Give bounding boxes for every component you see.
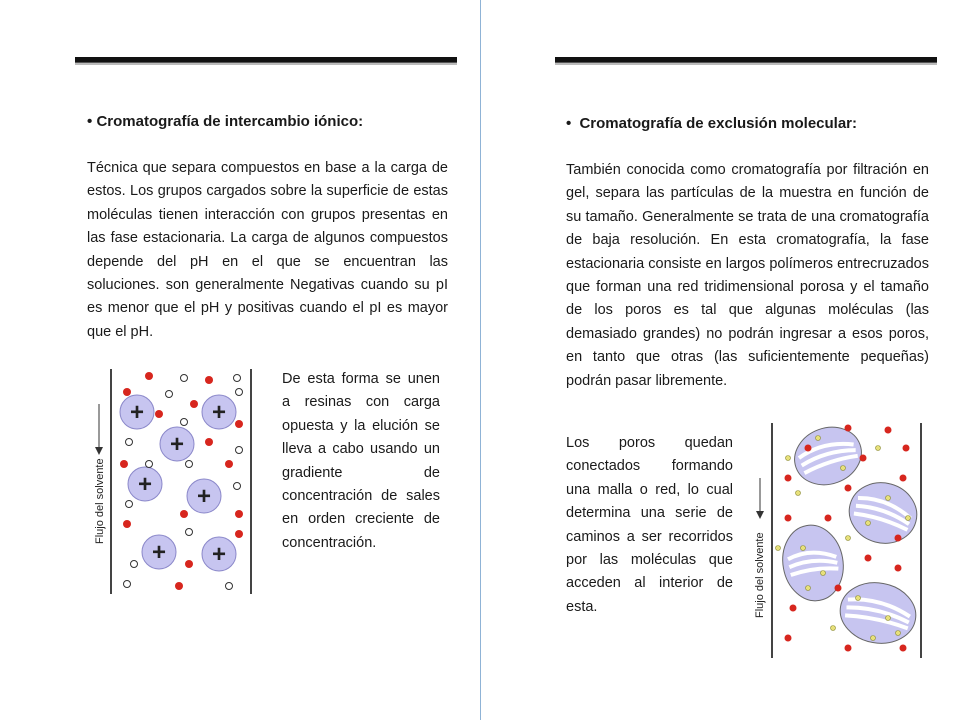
large-molecule (785, 635, 792, 642)
small-molecule (876, 446, 881, 451)
large-molecule (845, 425, 852, 432)
bead-charge: + (211, 399, 227, 426)
anion-dot (186, 529, 193, 536)
ion-exchange-figure (89, 364, 259, 599)
left-side-text: De esta forma se unen a resinas con carga opuesta y la elución se lleva a cabo usando un gradiente de concentración de sales en orden creciente de concentración. (282, 371, 440, 551)
column-divider (480, 0, 481, 720)
size-exclusion-figure (748, 418, 933, 663)
small-molecule (786, 456, 791, 461)
bullet: • (87, 113, 93, 130)
large-molecule (825, 515, 832, 522)
small-molecule (801, 546, 806, 551)
anion-dot (234, 375, 241, 382)
small-molecule (816, 436, 821, 441)
cation-dot (235, 510, 243, 518)
anion-dot (131, 561, 138, 568)
large-molecule (845, 645, 852, 652)
cation-dot (190, 400, 198, 408)
anion-dot (126, 439, 133, 446)
anion-dot (236, 447, 243, 454)
left-heading (87, 113, 363, 130)
cation-dot (185, 560, 193, 568)
right-heading-text: Cromatografía de exclusión molecular: (579, 115, 858, 132)
bullet: • (566, 115, 572, 132)
right-side-text: Los poros quedan conectados formando una malla o red, lo cual determina una serie de caminos a ser recorridos por las moléculas que acceden al interior de esta. (566, 435, 733, 615)
cation-dot (180, 510, 188, 518)
anion-dot (234, 483, 241, 490)
large-molecule (835, 585, 842, 592)
cation-dot (205, 438, 213, 446)
large-molecule (845, 485, 852, 492)
anion-dot (236, 389, 243, 396)
large-molecule (805, 445, 812, 452)
small-molecule (806, 586, 811, 591)
large-molecule (785, 515, 792, 522)
right-top-rule (555, 57, 937, 63)
anion-dot (226, 583, 233, 590)
anion-dot (186, 461, 193, 468)
cation-dot (123, 388, 131, 396)
cation-dot (235, 420, 243, 428)
anion-dot (124, 581, 131, 588)
large-molecule (895, 565, 902, 572)
small-molecule (896, 631, 901, 636)
anion-dot (181, 375, 188, 382)
large-molecule (885, 427, 892, 434)
large-molecule (785, 475, 792, 482)
bead-charge: + (129, 399, 145, 426)
small-molecule (821, 571, 826, 576)
small-molecule (776, 546, 781, 551)
large-molecule (900, 475, 907, 482)
cation-dot (155, 410, 163, 418)
left-top-rule (75, 57, 457, 63)
right-paragraph: También conocida como cromatografía por filtración en gel, separa las partículas de la muestra en función de su tamaño. Generalmente se trata de una cromatografía de baja resolución. En esta cromatografía, la fase estacionaria consiste en largos polímeros entrecruzados que forman una red tridimensional porosa y el tamaño de los poros es tal que algunas moléculas (las demasiado grandes) no podrán ingresar a esos poros, en tanto que otras (las suficientemente pequeñas) podrán pasar libremente. (566, 162, 929, 389)
left-heading-text: Cromatografía de intercambio iónico: (96, 113, 364, 130)
small-molecule (846, 536, 851, 541)
cation-dot (120, 460, 128, 468)
cation-dot (175, 582, 183, 590)
right-heading (566, 115, 857, 132)
anion-dot (166, 391, 173, 398)
large-molecule (895, 535, 902, 542)
large-molecule (903, 445, 910, 452)
sec-figure-label: Flujo del solvente (754, 532, 766, 618)
cation-dot (205, 376, 213, 384)
small-molecule (886, 616, 891, 621)
small-molecule (796, 491, 801, 496)
anion-dot (146, 461, 153, 468)
large-molecule (790, 605, 797, 612)
cation-dot (225, 460, 233, 468)
cation-dot (123, 520, 131, 528)
bead-charge: + (211, 541, 227, 568)
left-paragraph: Técnica que separa compuestos en base a la carga de estos. Los grupos cargados sobre la superficie de estas moléculas tienen interacción con grupos presentas en las fase estacionaria. La carga de algunos compuestos depende del pH en el que se encuentran las soluciones. son generalmente Negativas cuando su pI es menor que el pH y positivas cuando el pI es mayor que el pH. (87, 160, 448, 340)
ion-figure-label: Flujo del solvente (94, 458, 106, 544)
bead-charge: + (196, 483, 212, 510)
small-molecule (841, 466, 846, 471)
cation-dot (145, 372, 153, 380)
small-molecule (856, 596, 861, 601)
small-molecule (906, 516, 911, 521)
small-molecule (871, 636, 876, 641)
bead-charge: + (169, 431, 185, 458)
small-molecule (866, 521, 871, 526)
anion-dot (181, 419, 188, 426)
cation-dot (235, 530, 243, 538)
bead-charge: + (137, 471, 153, 498)
anion-dot (126, 501, 133, 508)
large-molecule (860, 455, 867, 462)
small-molecule (831, 626, 836, 631)
bead-charge: + (151, 539, 167, 566)
large-molecule (900, 645, 907, 652)
large-molecule (865, 555, 872, 562)
small-molecule (886, 496, 891, 501)
